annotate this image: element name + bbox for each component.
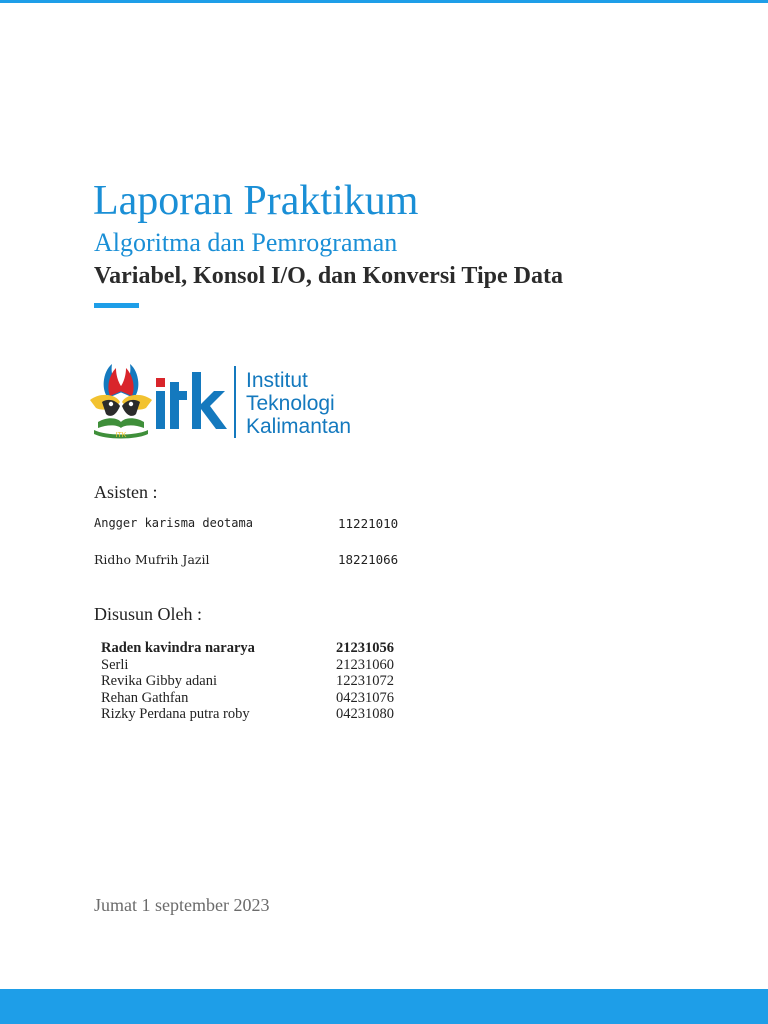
logo-line-kalimantan: Kalimantan <box>246 415 352 438</box>
report-date: Jumat 1 september 2023 <box>94 895 270 915</box>
bottom-band <box>0 989 768 1024</box>
author-row <box>101 706 421 723</box>
itk-emblem-icon <box>90 364 152 439</box>
asisten-name: Angger karisma deotama <box>94 516 253 530</box>
author-row <box>101 640 421 657</box>
top-rule <box>0 0 768 3</box>
author-row <box>101 690 421 707</box>
author-list <box>101 640 421 723</box>
author-row <box>101 657 421 674</box>
author-name: Raden kavindra nararya <box>101 640 255 656</box>
author-id: 21231060 <box>336 656 394 673</box>
asisten-id: 11221010 <box>338 516 399 531</box>
report-title: Laporan Praktikum <box>93 178 419 224</box>
report-topic: Variabel, Konsol I/O, dan Konversi Tipe Data <box>94 263 563 289</box>
course-name: Algoritma dan Pemrograman <box>94 228 398 257</box>
author-name: Rehan Gathfan <box>101 689 189 706</box>
author-name: Revika Gibby adani <box>101 673 217 689</box>
author-row <box>101 673 421 690</box>
author-id: 12231072 <box>336 673 394 689</box>
author-name: Rizky Perdana putra roby <box>101 706 250 722</box>
author-id: 04231080 <box>336 706 394 722</box>
svg-text:ITK: ITK <box>115 432 127 439</box>
itk-wordmark-icon <box>156 372 227 429</box>
asisten-row <box>94 552 434 572</box>
logo-line-teknologi: Teknologi <box>246 392 335 415</box>
itk-logo <box>86 358 366 442</box>
author-id: 21231056 <box>336 640 394 656</box>
asisten-row <box>94 516 434 536</box>
accent-bar <box>94 303 139 308</box>
asisten-label: Asisten : <box>94 482 158 502</box>
author-id: 04231076 <box>336 689 394 706</box>
author-name: Serli <box>101 656 129 673</box>
logo-divider <box>234 366 236 438</box>
logo-line-institut: Institut <box>246 369 308 392</box>
asisten-id: 18221066 <box>338 552 399 567</box>
disusun-label: Disusun Oleh : <box>94 604 202 624</box>
asisten-name: Ridho Mufrih Jazil <box>94 552 210 567</box>
